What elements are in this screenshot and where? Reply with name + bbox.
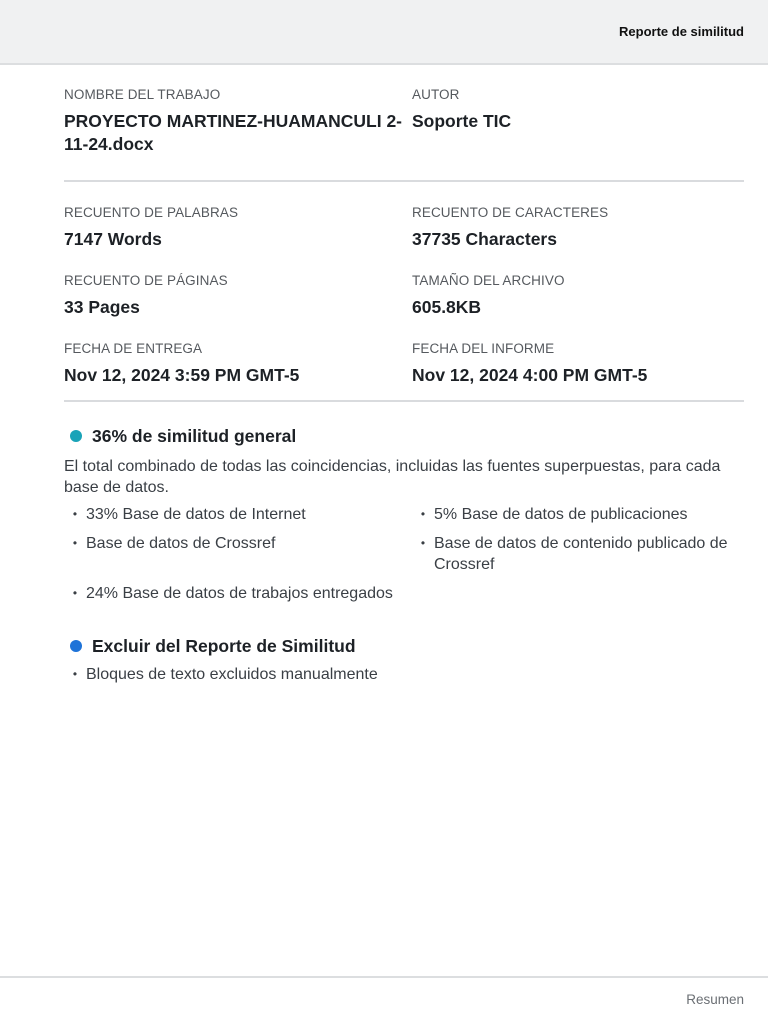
footer-summary-label: Resumen [686, 992, 744, 1007]
work-info [64, 86, 744, 180]
word-count-field [64, 204, 412, 272]
page-count-value: 33 Pages [64, 297, 140, 317]
word-count-value: 7147 Words [64, 229, 162, 249]
author-field [412, 86, 744, 180]
word-count-label: RECUENTO DE PALABRAS [64, 205, 239, 220]
work-name-label: NOMBRE DEL TRABAJO [64, 87, 221, 102]
list-item [64, 504, 412, 525]
file-size-value: 605.8KB [412, 297, 482, 317]
char-count-value: 37735 Characters [412, 229, 557, 249]
bullet-icon: • [72, 536, 78, 550]
report-date-field [412, 340, 744, 400]
list-item [64, 583, 744, 604]
list-item [412, 504, 744, 525]
char-count-label: RECUENTO DE CARACTERES [412, 205, 609, 220]
similarity-sources [64, 504, 744, 612]
submission-date-label: FECHA DE ENTREGA [64, 341, 203, 356]
author-value: Soporte TIC [412, 111, 512, 131]
bullet-icon: • [72, 586, 78, 600]
file-size-label: TAMAÑO DEL ARCHIVO [412, 273, 565, 288]
page-count-label: RECUENTO DE PÁGINAS [64, 273, 228, 288]
author-label: AUTOR [412, 87, 460, 102]
list-item-text: Base de datos de contenido publicado de Crossref [434, 535, 728, 573]
report-date-label: FECHA DEL INFORME [412, 341, 555, 356]
submission-date-value: Nov 12, 2024 3:59 PM GMT-5 [64, 365, 300, 385]
work-name-value: PROYECTO MARTINEZ-HUAMANCULI 2-11-24.docx [64, 111, 403, 154]
report-header [0, 0, 768, 65]
document-stats [64, 182, 744, 400]
list-item-text: Base de datos de Crossref [86, 535, 276, 552]
bullet-icon: • [420, 536, 426, 550]
bullet-icon: • [420, 507, 426, 521]
list-item-text: 5% Base de datos de publicaciones [434, 506, 688, 523]
submission-date-field [64, 340, 412, 400]
report-content [64, 86, 744, 693]
exclude-title: Excluir del Reporte de Similitud [92, 636, 356, 656]
exclude-section [64, 634, 744, 693]
bullet-icon: • [72, 507, 78, 521]
list-item-text: 24% Base de datos de trabajos entregados [86, 585, 393, 602]
list-item [64, 533, 412, 575]
divider [64, 400, 744, 402]
similarity-heading [64, 424, 744, 448]
similarity-section [64, 424, 744, 612]
list-item [64, 664, 744, 685]
bullet-icon: • [72, 667, 78, 681]
teal-dot-icon [70, 430, 82, 442]
report-footer [0, 976, 768, 1024]
exclude-items [64, 664, 744, 693]
similarity-description: El total combinado de todas las coincidencias, incluidas las fuentes superpuestas, para cada base de datos. [64, 458, 721, 496]
similarity-title: 36% de similitud general [92, 426, 297, 446]
report-date-value: Nov 12, 2024 4:00 PM GMT-5 [412, 365, 648, 385]
list-item-text: Bloques de texto excluidos manualmente [86, 666, 378, 683]
list-item-text: 33% Base de datos de Internet [86, 506, 306, 523]
work-name-field [64, 86, 412, 180]
report-title: Reporte de similitud [619, 24, 744, 39]
exclude-heading [64, 634, 744, 658]
blue-dot-icon [70, 640, 82, 652]
list-item [412, 533, 744, 575]
file-size-field [412, 272, 744, 340]
char-count-field [412, 204, 744, 272]
page-count-field [64, 272, 412, 340]
